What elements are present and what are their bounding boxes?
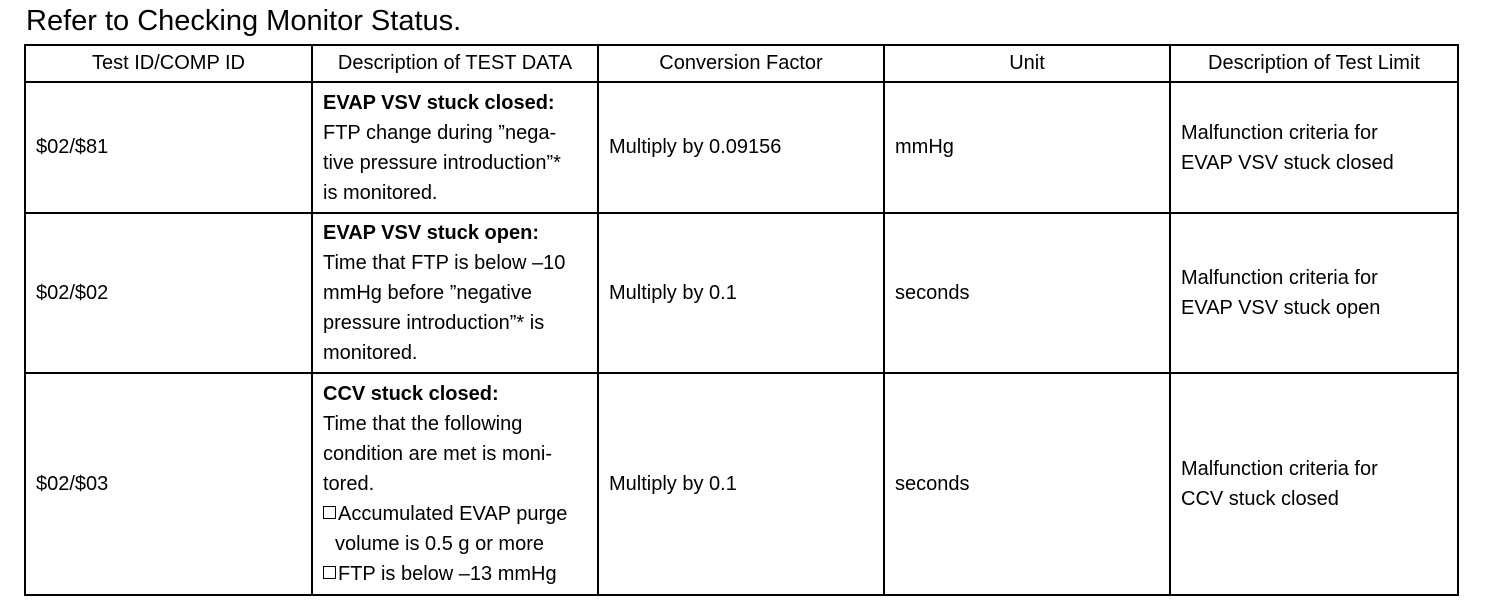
description-line: mmHg before ”negative: [323, 282, 532, 304]
bullet-text: FTP is below –13 mmHg: [338, 563, 557, 585]
table-row: [25, 373, 1458, 595]
test-limit-line: EVAP VSV stuck open: [1181, 297, 1381, 319]
bullet-text: Accumulated EVAP purge: [338, 503, 568, 525]
conversion-factor-cell: Multiply by 0.09156: [598, 82, 884, 213]
header-description: Description of TEST DATA: [312, 45, 598, 82]
description-line: condition are met is moni-: [323, 443, 552, 465]
unit-cell: seconds: [884, 213, 1170, 373]
description-line: Time that the following: [323, 413, 523, 435]
description-title: EVAP VSV stuck open:: [323, 222, 539, 244]
unit-cell: mmHg: [884, 82, 1170, 213]
description-cell: [312, 213, 598, 373]
description-title: EVAP VSV stuck closed:: [323, 91, 555, 114]
conversion-factor-cell: Multiply by 0.1: [598, 213, 884, 373]
test-limit-cell: [1170, 373, 1458, 595]
test-limit-cell: [1170, 82, 1458, 213]
header-test-limit: Description of Test Limit: [1170, 45, 1458, 82]
test-limit-line: Malfunction criteria for: [1181, 458, 1378, 480]
test-limit-line: Malfunction criteria for: [1181, 267, 1378, 289]
description-line: monitored.: [323, 342, 418, 364]
bullet-continuation: volume is 0.5 g or more: [335, 533, 544, 555]
bullet-item: [323, 559, 587, 589]
description-cell: [312, 373, 598, 595]
description-line: is monitored.: [323, 181, 438, 204]
monitor-data-table: [24, 44, 1459, 596]
test-limit-line: CCV stuck closed: [1181, 488, 1339, 510]
header-unit: Unit: [884, 45, 1170, 82]
description-line: tored.: [323, 473, 375, 495]
conversion-factor-cell: Multiply by 0.1: [598, 373, 884, 595]
description-line: Time that FTP is below –10: [323, 252, 566, 274]
test-id-cell: $02/$81: [25, 82, 312, 213]
test-id-cell: $02/$03: [25, 373, 312, 595]
checkbox-bullet-icon: [323, 566, 336, 579]
description-line: tive pressure introduction”*: [323, 151, 561, 174]
bullet-item: [323, 499, 587, 529]
table-row: [25, 213, 1458, 373]
page-heading: Refer to Checking Monitor Status.: [26, 5, 462, 37]
unit-cell: seconds: [884, 373, 1170, 595]
test-id-cell: $02/$02: [25, 213, 312, 373]
test-limit-line: EVAP VSV stuck closed: [1181, 151, 1394, 174]
description-line: FTP change during ”nega-: [323, 121, 557, 144]
header-test-id: Test ID/COMP ID: [25, 45, 312, 82]
table-row: [25, 82, 1458, 213]
test-limit-line: Malfunction criteria for: [1181, 121, 1378, 144]
description-cell: [312, 82, 598, 213]
checkbox-bullet-icon: [323, 506, 336, 519]
description-title: CCV stuck closed:: [323, 383, 499, 405]
header-conversion-factor: Conversion Factor: [598, 45, 884, 82]
test-limit-cell: [1170, 213, 1458, 373]
description-line: pressure introduction”* is: [323, 312, 545, 334]
table-header-row: [25, 45, 1458, 82]
